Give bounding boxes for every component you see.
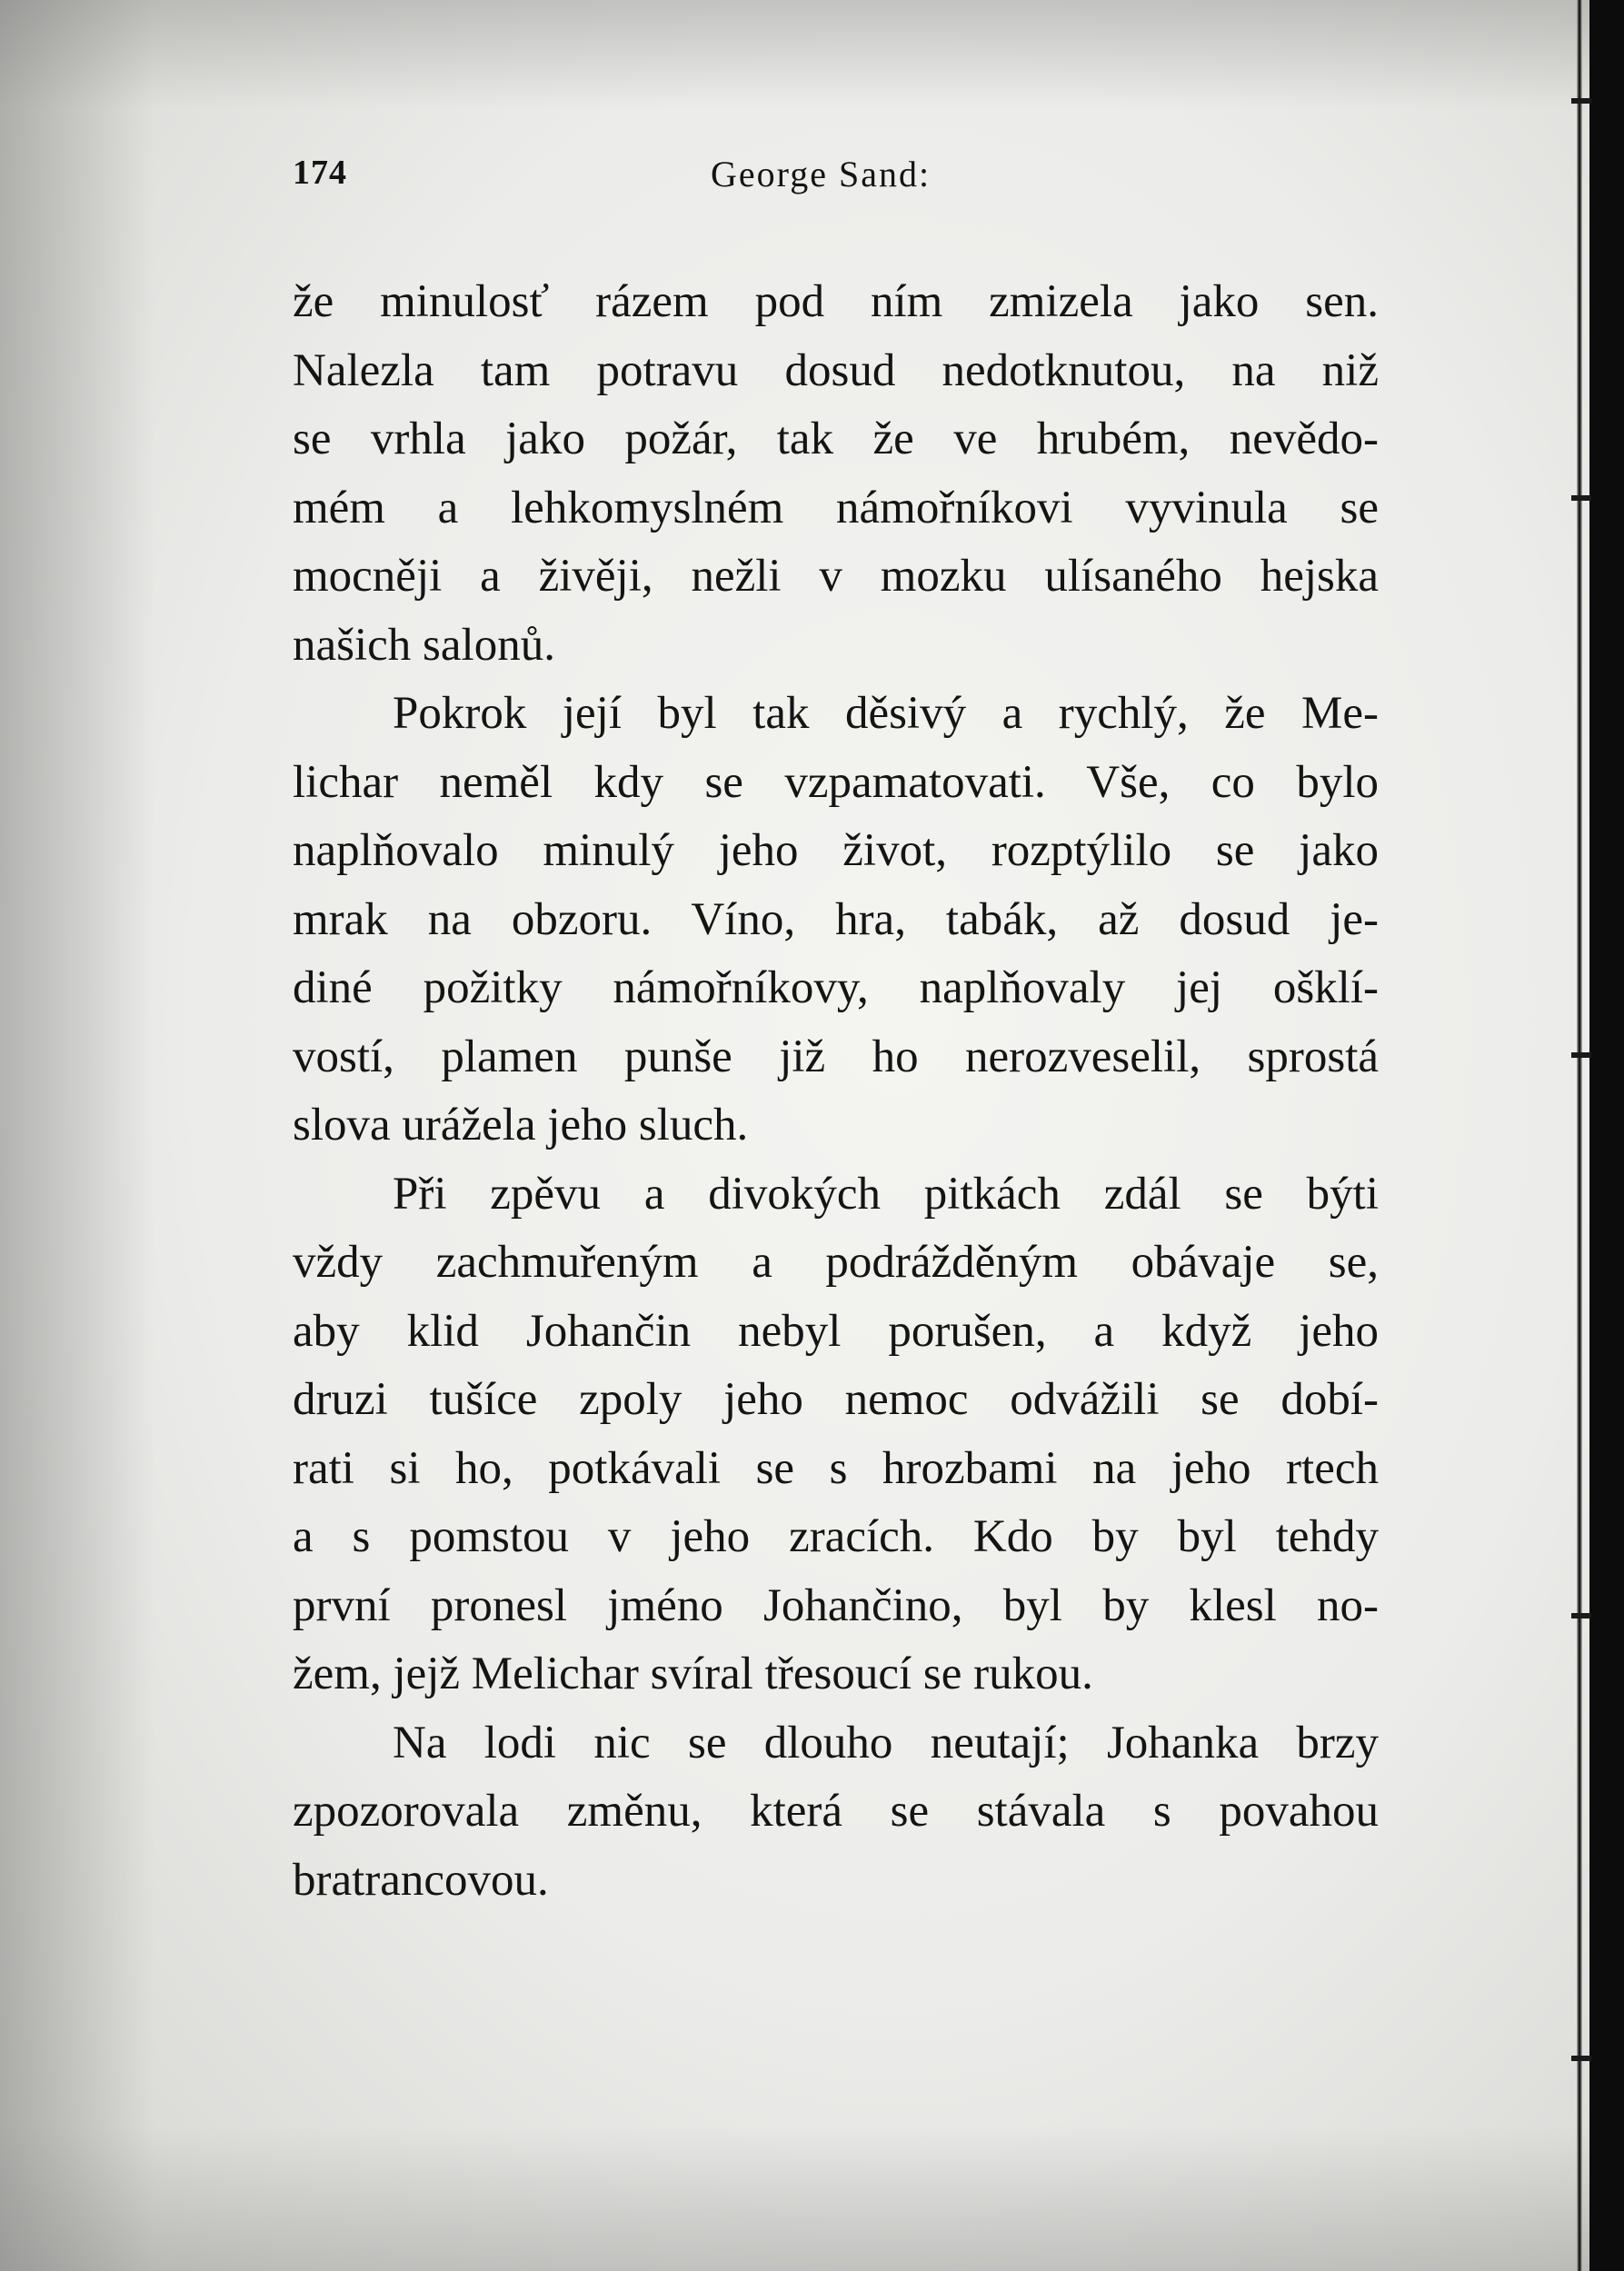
text-line: Pokrok její byl tak děsivý a rychlý, že Me- [393,688,1379,739]
text-line: žem, jejž Melichar svíral třesoucí se rukou. [293,1648,1093,1699]
running-head: George Sand: [711,154,932,194]
text-line: našich salonů. [293,619,555,671]
text-line: diné požitky námořníkovy, naplňovaly jej ošklí- [293,962,1379,1013]
text-line: vždy zachmuřeným a podrážděným obávaje se, [293,1237,1379,1288]
binding-mark [1571,98,1591,104]
binding-edge [1577,0,1582,2271]
text-line: Při zpěvu a divokých pitkách zdál se býti [393,1168,1379,1220]
text-line: naplňovalo minulý jeho život, rozptýlilo se jako [293,825,1379,876]
body-text [293,268,1379,1915]
page-shadow-top [0,0,1624,109]
text-line: zpozorovala změnu, která se stávala s povahou [293,1786,1379,1837]
text-line: mém a lehkomyslném námořníkovi vyvinula se [293,482,1379,533]
binding-mark [1571,2056,1591,2061]
text-line: slova urážela jeho sluch. [293,1100,749,1150]
text-line: lichar neměl kdy se vzpamatovati. Vše, co bylo [293,756,1379,808]
text-line: Nalezla tam potravu dosud nedotknutou, na niž [293,344,1379,396]
binding-strip [1589,0,1624,2271]
text-line: Na lodi nic se dlouho neutají; Johanka brzy [393,1717,1379,1768]
page-shadow-bottom [0,2126,1624,2271]
page-shadow-left [0,0,154,2271]
binding-mark [1571,495,1591,501]
text-line: první pronesl jméno Johančino, byl by klesl no- [293,1579,1379,1631]
text-line: aby klid Johančin nebyl porušen, a když jeho [293,1305,1379,1357]
text-line: mrak na obzoru. Víno, hra, tabák, až dosud je- [293,893,1379,945]
text-line: druzi tušíce zpoly jeho nemoc odvážili se dobí- [293,1374,1379,1425]
text-line: vostí, plamen punše již ho nerozveselil, sprostá [293,1031,1379,1082]
binding-mark [1571,1613,1591,1619]
binding-mark [1571,1052,1591,1058]
text-line: a s pomstou v jeho zracích. Kdo by byl tehdy [293,1511,1379,1562]
text-line: se vrhla jako požár, tak že ve hrubém, nevědo- [293,413,1379,464]
text-line: mocněji a živěji, nežli v mozku ulísaného hejska [293,551,1379,602]
page-header [293,153,1383,207]
text-line: bratrancovou. [293,1854,549,1906]
text-line: že minulosť rázem pod ním zmizela jako sen. [293,276,1379,327]
page-number: 174 [293,154,347,192]
text-line: rati si ho, potkávali se s hrozbami na jeho rtech [293,1442,1379,1494]
